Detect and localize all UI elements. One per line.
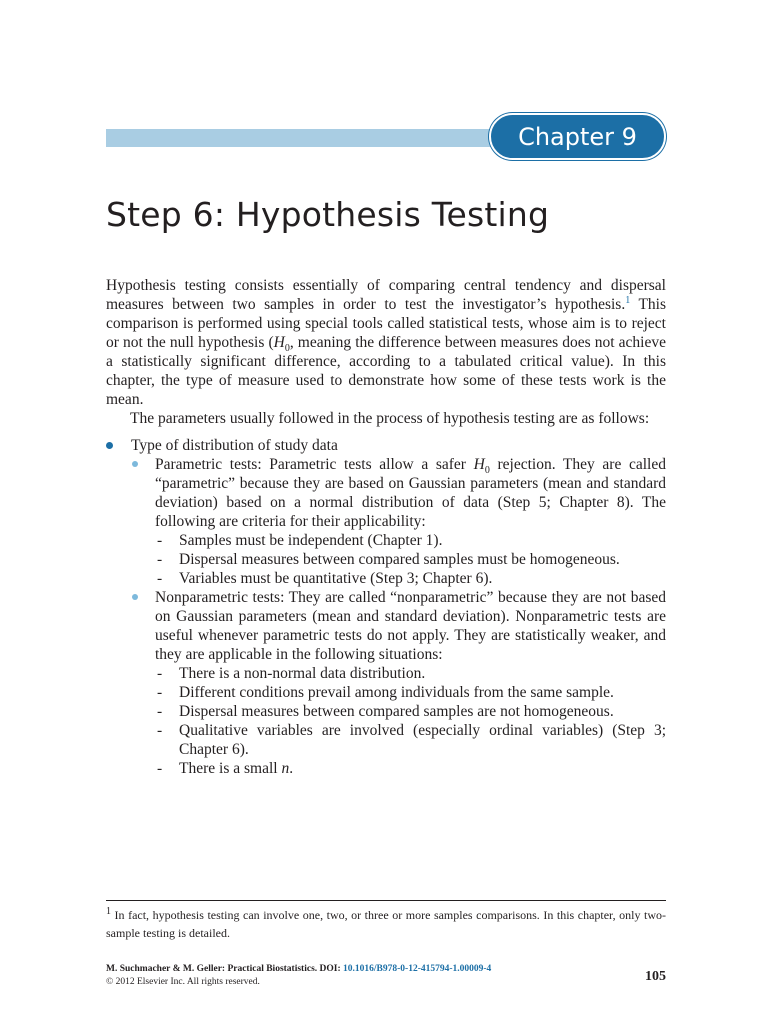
parametric-criteria-list [155, 531, 666, 588]
situation-text: Qualitative variables are involved (especially ordinal variables) (Step 3; Chapter 6). [179, 722, 666, 758]
intro-paragraph [106, 276, 666, 409]
intro-text-part2: This comparison is performed using special tools called statistical tests, whose aim is to reject or not the null hypothesis ( [106, 296, 666, 351]
h-subscript: 0 [284, 343, 290, 355]
test-types-list [131, 455, 666, 778]
h-symbol: H [273, 334, 285, 351]
body-content [106, 276, 666, 778]
footnote-reference[interactable]: 1 [625, 294, 631, 306]
citation-text: M. Suchmacher & M. Geller: Practical Biostatistics. DOI: [106, 964, 344, 974]
dash-marker: - [157, 551, 163, 568]
parametric-text-part1: Parametric tests: Parametric tests allow a safer [155, 456, 474, 473]
citation-line [106, 963, 491, 976]
dash-marker: - [157, 570, 163, 587]
doi-link[interactable]: 10.1016/B978-0-12-415794-1.00009-4 [343, 964, 492, 974]
list-item [155, 702, 666, 721]
bullet-icon [106, 442, 113, 449]
situation-text: Dispersal measures between compared samples are not homogeneous. [179, 703, 614, 720]
situation-text: Different conditions prevail among individuals from the same sample. [179, 684, 614, 701]
dash-marker: - [157, 703, 163, 720]
situation-text-prefix: There is a small [179, 760, 282, 777]
footnote-marker: 1 [106, 906, 111, 917]
nonparametric-text: Nonparametric tests: They are called “nonparametric” because they are not based on Gaussian parameters (mean and standard deviation). Nonparametric tests are useful whenever parametric tests do not apply. They are statistically weaker, and they are applicable in the following situations: [155, 589, 666, 663]
intro-text-part3: , meaning the difference between measures does not achieve a statistically significant difference, according to a tabulated critical value). In this chapter, the type of measure used to demonstrate how some of these tests work is the mean. [106, 334, 666, 408]
criterion-text: Dispersal measures between compared samples must be homogeneous. [179, 551, 620, 568]
chapter-header-bar [106, 129, 501, 147]
dash-marker: - [157, 722, 163, 739]
list-item [155, 721, 666, 759]
dash-marker: - [157, 665, 163, 682]
list-item-nonparametric [131, 588, 666, 778]
bullet-icon [132, 461, 138, 467]
footnote [106, 906, 666, 942]
list-item [155, 759, 666, 778]
dash-marker: - [157, 760, 163, 777]
footnote-text: In fact, hypothesis testing can involve one, two, or three or more samples comparisons. In this chapter, only two-sample testing is detailed. [106, 908, 666, 940]
h-symbol: H [473, 456, 485, 473]
criterion-text: Variables must be quantitative (Step 3; Chapter 6). [179, 570, 493, 587]
copyright-line: © 2012 Elsevier Inc. All rights reserved. [106, 977, 260, 987]
dash-marker: - [157, 684, 163, 701]
second-paragraph: The parameters usually followed in the process of hypothesis testing are as follows: [130, 410, 650, 427]
situation-text-suffix: . [289, 760, 294, 777]
list-item [155, 531, 666, 550]
criterion-text: Samples must be independent (Chapter 1). [179, 532, 443, 549]
publication-info [106, 963, 491, 989]
page-number: 105 [645, 969, 666, 984]
page-title: Step 6: Hypothesis Testing [106, 195, 550, 234]
h-subscript: 0 [484, 465, 490, 477]
list-item [155, 683, 666, 702]
bullet-icon [132, 594, 138, 600]
list-item-distribution-type [106, 436, 666, 778]
n-variable: n [281, 760, 290, 777]
list-item [155, 550, 666, 569]
footnote-divider [106, 900, 666, 901]
nonparametric-situations-list [155, 664, 666, 778]
list-item-label: Type of distribution of study data [131, 437, 338, 454]
intro-text-part1: Hypothesis testing consists essentially of comparing central tendency and dispersal measures between two samples in order to test the investigator’s hypothesis. [106, 277, 666, 313]
chapter-badge: Chapter 9 [489, 113, 666, 160]
list-item [155, 569, 666, 588]
distribution-list [106, 436, 666, 778]
dash-marker: - [157, 532, 163, 549]
parametric-text-part2: rejection. They are called “parametric” because they are based on Gaussian parameters (mean and standard deviation) based on a normal distribution of data (Step 5; Chapter 8). The following are criteria for their applicability: [155, 456, 666, 530]
situation-text: There is a non-normal data distribution. [179, 665, 426, 682]
list-item [155, 664, 666, 683]
list-item-parametric [131, 455, 666, 588]
